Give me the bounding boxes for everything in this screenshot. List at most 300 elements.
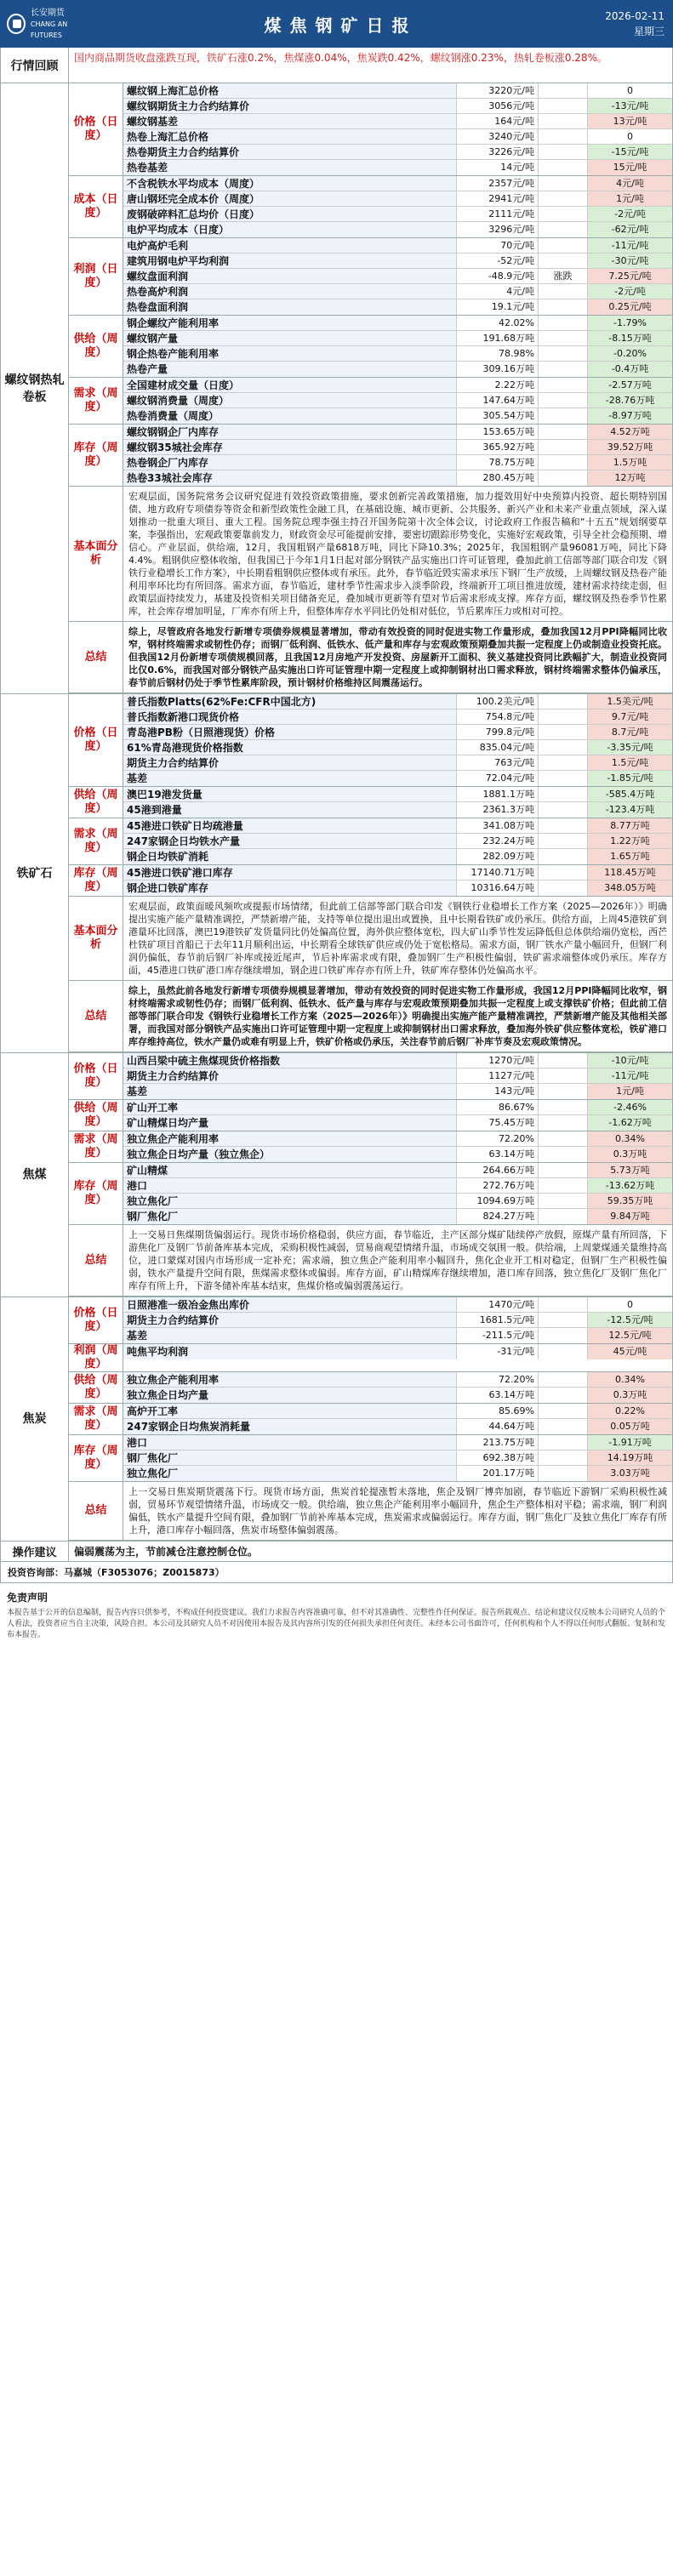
indicator-group <box>69 1435 672 1482</box>
table-row <box>123 818 672 834</box>
indicator-change: -28.76万吨 <box>587 393 672 407</box>
market-review <box>0 48 673 83</box>
indicator-change: -585.4万吨 <box>587 787 672 801</box>
indicator-group <box>69 1297 672 1344</box>
indicator-name: 螺纹盘面利润 <box>123 269 456 283</box>
group-label: 价格（日度） <box>69 1053 123 1099</box>
group-label: 供给（周度） <box>69 1100 123 1131</box>
table-row <box>123 1115 672 1131</box>
table-row <box>123 881 672 896</box>
table-row <box>123 1313 672 1328</box>
indicator-name: 基差 <box>123 771 456 786</box>
table-row <box>123 771 672 786</box>
indicator-value: 799.8元/吨 <box>456 725 538 739</box>
table-row <box>123 1178 672 1194</box>
change-tag <box>538 1178 587 1193</box>
indicator-change: 1.5元/吨 <box>587 755 672 770</box>
indicator-change: -0.20% <box>587 346 672 361</box>
table-row <box>123 1372 672 1388</box>
market-review-text: 国内商品期货收盘涨跌互现，铁矿石涨0.2%，焦煤涨0.04%，焦炭跌0.42%，螺纹钢涨0.23%，热轧卷板涨0.28%。 <box>74 52 607 64</box>
indicator-group <box>69 238 672 316</box>
table-row <box>123 362 672 377</box>
indicator-value: 341.08万吨 <box>456 818 538 833</box>
indicator-change: -3.35元/吨 <box>587 740 672 755</box>
indicator-change: 1.22万吨 <box>587 834 672 848</box>
indicator-change: -11元/吨 <box>587 1069 672 1083</box>
table-row <box>123 299 672 315</box>
table-row <box>123 755 672 771</box>
analysis-label: 总结 <box>69 1482 123 1540</box>
indicator-value: 201.17万吨 <box>456 1466 538 1481</box>
indicator-name: 澳巴19港发货量 <box>123 787 456 801</box>
indicator-name: 螺纹钢消费量（周度） <box>123 393 456 407</box>
group-label: 需求（周度） <box>69 1404 123 1434</box>
disclaimer-text: 本报告基于公开的信息编制，报告内容只供参考，不构成任何投资建议。我们力求报告内容准确可靠，但不对其准确性、完整性作任何保证。报告所载观点、结论和建议仅反映本公司研究人员的个人看法，投资者应当自主决策，风险自担。本公司及其研究人员不对因使用本报告及其内容所引发的任何损失承担任何责任。未经本公司书面许可，任何机构和个人不得以任何形式翻版、复制和发布本报告。 <box>7 1609 666 1639</box>
table-row <box>123 725 672 740</box>
change-tag <box>538 455 587 470</box>
indicator-change: 12.5元/吨 <box>587 1328 672 1343</box>
group-label: 需求（周度） <box>69 378 123 424</box>
table-row <box>123 114 672 129</box>
indicator-group <box>69 1100 672 1131</box>
indicator-value: 70元/吨 <box>456 238 538 253</box>
summary <box>69 622 672 693</box>
table-row <box>123 207 672 222</box>
report-date: 2026-02-11 <box>605 10 664 22</box>
report-title: 煤焦钢矿日报 <box>264 14 418 36</box>
indicator-name: 独立焦企产能利用率 <box>123 1131 456 1146</box>
indicator-value: 1094.69万吨 <box>456 1194 538 1208</box>
table-row <box>123 1435 672 1450</box>
indicator-value: -52元/吨 <box>456 254 538 268</box>
indicator-change: 5.73万吨 <box>587 1163 672 1177</box>
indicator-change: 0 <box>587 1297 672 1312</box>
change-tag <box>538 1100 587 1114</box>
indicator-change: -62元/吨 <box>587 222 672 237</box>
change-tag <box>538 1466 587 1481</box>
change-tag <box>538 1344 587 1359</box>
analysis-text: 宏观层面，国务院常务会议研究促进有效投资政策措施，要求创新完善政策措施，加力提效用好中央预算内投资、超长期特别国债、地方政府专项债券等资金和新型政策性金融工具，在基础设施、城市更新、公共服务、新兴产业和未来产业重点领域，深入谋划推动一批重大项目、重大工程。国务院总理李强主持召开国务院第十次全体会议，讨论政府工作报告稿和“十五五”规划纲要草案，李强指出，宏观政策要靠前发力，财政资金尽可能提前安排，要密切跟踪形势变化，实施好宏观政策，引导全社会稳预期、增信心。产业层面，供给端，12月，我国粗钢产量6818万吨，同比下降10.3%；2025年，我国粗钢产量96081万吨，同比下降4.4%。粗钢供应整体收缩，但我国已于今年1月1日起对部分钢铁产品实施出口许可证管理，叠加此前工信部等部门联合印发《钢铁行业稳增长工作方案》，中长期看粗钢供应整体或有承压。此外，春节临近毁实需求承压下钢厂生产放缓，上周螺纹钢及热卷产能利用率环比均有所回落。需求方面，春节临近，建材季节性需求步入淡季阶段，终端新开工项目推进放缓，建材需求持续走弱，但政策层面持续发力，基建及投资相关项目储备充足，叠加城市更新等有望对节后需求形成支撑。库存方面，螺纹钢及热卷季节性累库，社会库存增加明显，厂库亦有所上升，但整体库存水平同比仍处相对低位，节后累库压力或相对可控。 <box>128 491 667 617</box>
indicator-value: 72.04元/吨 <box>456 771 538 786</box>
indicator-value: -31元/吨 <box>456 1344 538 1359</box>
change-tag: 涨跌 <box>538 269 587 283</box>
indicator-change: -8.15万吨 <box>587 331 672 345</box>
indicator-value: 147.64万吨 <box>456 393 538 407</box>
indicator-change: -11元/吨 <box>587 238 672 253</box>
group-label: 库存（周度） <box>69 1163 123 1224</box>
table-row <box>123 1466 672 1481</box>
section-label: 焦煤 <box>1 1053 69 1297</box>
group-label: 供给（周度） <box>69 316 123 377</box>
indicator-change: 0.22% <box>587 1404 672 1418</box>
indicator-name: 45港进口铁矿港口库存 <box>123 865 456 880</box>
group-label: 利润（日度） <box>69 238 123 315</box>
indicator-change: 1元/吨 <box>587 191 672 206</box>
table-row <box>123 1069 672 1084</box>
indicator-value: 365.92万吨 <box>456 440 538 454</box>
indicator-name: 独立焦化厂 <box>123 1194 456 1208</box>
indicator-name: 热卷上海汇总价格 <box>123 129 456 144</box>
table-row <box>123 802 672 818</box>
analysis-label: 总结 <box>69 1225 123 1296</box>
indicator-name: 矿山精煤日均产量 <box>123 1115 456 1131</box>
change-tag <box>538 378 587 392</box>
indicator-change: 118.45万吨 <box>587 865 672 880</box>
summary-label: 总结 <box>69 622 123 692</box>
indicator-name: 期货主力合约结算价 <box>123 755 456 770</box>
change-tag <box>538 1053 587 1068</box>
change-tag <box>538 362 587 377</box>
indicator-value: 264.66万吨 <box>456 1163 538 1177</box>
indicator-value: 78.75万吨 <box>456 455 538 470</box>
indicator-value: 763元/吨 <box>456 755 538 770</box>
indicator-value: 153.65万吨 <box>456 425 538 439</box>
indicator-name: 普氏指数Platts(62%Fe:CFR中国北方) <box>123 694 456 709</box>
change-tag <box>538 425 587 439</box>
table-row <box>123 393 672 408</box>
change-tag <box>538 470 587 486</box>
table-row <box>123 99 672 114</box>
summary-text: 综上，尽管政府各地发行新增专项债券规模显著增加，带动有效投资的同时促进实物工作量形成，叠加我国12月PPI降幅同比收窄，钢材终端需求或韧性仍存；而钢厂低利润、低铁水、低产量和库存与宏观政策预期叠加共振一定程度上仍或制造业投资托底。但我国12月份新增专项债规模回落，且我国12月房地产开发投资、房屋新开工面积、狭义基建投资同比跌幅扩大，制造业投资同比仅0.6%，而我国对部分钢铁产品实施出口许可证管理中期一定程度上或抑制钢材出口需求释放，钢材终端需求整体仍偏承压，春节前后钢材仍处于季节性累库阶段，预计钢材价格维持区间震荡运行。 <box>128 626 667 688</box>
indicator-group <box>69 1131 672 1163</box>
summary-label: 总结 <box>69 981 123 1051</box>
indicator-value: 78.98% <box>456 346 538 361</box>
table-row <box>123 425 672 440</box>
table-row <box>123 455 672 470</box>
change-tag <box>538 238 587 253</box>
indicator-change: -13.62万吨 <box>587 1178 672 1193</box>
indicator-name: 不含税铁水平均成本（周度） <box>123 176 456 191</box>
indicator-value: 42.02% <box>456 316 538 330</box>
indicator-name: 热卷33城社会库存 <box>123 470 456 486</box>
indicator-change: 8.7元/吨 <box>587 725 672 739</box>
indicator-name: 基差 <box>123 1084 456 1099</box>
change-tag <box>538 393 587 407</box>
indicator-value: 2941元/吨 <box>456 191 538 206</box>
indicator-group <box>69 865 672 897</box>
table-row <box>123 254 672 269</box>
table-row <box>123 1388 672 1403</box>
change-tag <box>538 771 587 786</box>
section-label: 铁矿石 <box>1 694 69 1052</box>
table-row <box>123 222 672 237</box>
change-tag <box>538 440 587 454</box>
table-row <box>123 787 672 802</box>
indicator-change: 3.03万吨 <box>587 1466 672 1481</box>
indicator-value: 280.45万吨 <box>456 470 538 486</box>
change-tag <box>538 408 587 424</box>
table-row <box>123 408 672 424</box>
indicator-change: 1.65万吨 <box>587 849 672 864</box>
analysis-text: 宏观层面，政策面暖风频吹或提振市场情绪，但此前工信部等部门联合印发《钢铁行业稳增长工作方案（2025—2026年）》明确提出实施产能产量精准调控，严禁新增产能，支持等单位提出退出或置换，且中长期看铁矿或仍承压。供给方面，上周45港铁矿到港量环比回落，澳巴19港铁矿发货量同比仍处偏高位置，海外供应整体宽松，四大矿山季节性发运降低但总体供给端仍宽松，西芒杜铁矿项目首船已于去年11月顺利出运，中长期看全球铁矿供应或仍处于宽松格局。需求方面，钢厂铁水产量小幅回升，但钢厂利润仍偏低，春节前后钢厂补库或接近尾声，节后补库需求或有限，叠加钢厂生产积极性偏弱，铁矿需求端整体或仍承压。库存方面，45港进口铁矿港口库存继续增加，钢企进口铁矿库存亦有所上升，铁矿库存整体仍处偏高水平。 <box>128 901 667 976</box>
change-tag <box>538 1435 587 1450</box>
change-tag <box>538 1450 587 1465</box>
indicator-change: 0.05万吨 <box>587 1419 672 1434</box>
indicator-change: 1元/吨 <box>587 1084 672 1099</box>
indicator-value: 75.45万吨 <box>456 1115 538 1131</box>
change-tag <box>538 1404 587 1418</box>
analysis <box>69 897 672 981</box>
change-tag <box>538 222 587 237</box>
analysis <box>69 1225 672 1297</box>
indicator-change: 9.84万吨 <box>587 1209 672 1224</box>
indicator-change: 0.3万吨 <box>587 1388 672 1403</box>
change-tag <box>538 710 587 724</box>
indicator-value: 824.27万吨 <box>456 1209 538 1224</box>
indicator-value: 10316.64万吨 <box>456 881 538 896</box>
change-tag <box>538 346 587 361</box>
change-tag <box>538 145 587 159</box>
indicator-value: 44.64万吨 <box>456 1419 538 1434</box>
indicator-name: 螺纹钢基差 <box>123 114 456 128</box>
group-label: 供给（周度） <box>69 1372 123 1403</box>
indicator-change: -1.79% <box>587 316 672 330</box>
indicator-value: 164元/吨 <box>456 114 538 128</box>
operation-advice-label: 操作建议 <box>1 1542 69 1561</box>
analysis <box>69 1482 672 1541</box>
change-tag <box>538 254 587 268</box>
table-row <box>123 1419 672 1434</box>
indicator-value: 2.22万吨 <box>456 378 538 392</box>
indicator-value: 2361.3万吨 <box>456 802 538 818</box>
indicator-name: 青岛港PB粉（日照港现货）价格 <box>123 725 456 739</box>
indicator-change: -2元/吨 <box>587 207 672 221</box>
table-row <box>123 834 672 849</box>
table-row <box>123 740 672 755</box>
indicator-value: -48.9元/吨 <box>456 269 538 283</box>
indicator-change: 1.5美元/吨 <box>587 694 672 709</box>
indicator-name: 独立焦企日均产量 <box>123 1388 456 1403</box>
indicator-name: 螺纹钢钢企厂内库存 <box>123 425 456 439</box>
indicator-change: -10元/吨 <box>587 1053 672 1068</box>
change-tag <box>538 1163 587 1177</box>
change-tag <box>538 1147 587 1162</box>
change-tag <box>538 1328 587 1343</box>
indicator-change: 45元/吨 <box>587 1344 672 1359</box>
indicator-change: 4元/吨 <box>587 176 672 191</box>
indicator-value: 72.20% <box>456 1372 538 1387</box>
group-label: 库存（周度） <box>69 1435 123 1481</box>
indicator-value: 14元/吨 <box>456 160 538 175</box>
indicator-name: 螺纹钢期货主力合约结算价 <box>123 99 456 113</box>
change-tag <box>538 207 587 221</box>
indicator-change: -2.46% <box>587 1100 672 1114</box>
indicator-group <box>69 316 672 378</box>
indicator-name: 独立焦化厂 <box>123 1466 456 1481</box>
indicator-change: 348.05万吨 <box>587 881 672 896</box>
indicator-name: 港口 <box>123 1178 456 1193</box>
indicator-value: -211.5元/吨 <box>456 1328 538 1343</box>
indicator-change: 0.34% <box>587 1372 672 1387</box>
table-row <box>123 238 672 254</box>
indicator-change: 7.25元/吨 <box>587 269 672 283</box>
change-tag <box>538 787 587 801</box>
change-tag <box>538 129 587 144</box>
indicator-name: 45港到港量 <box>123 802 456 818</box>
section-coal <box>0 1053 673 1297</box>
indicator-name: 45港进口铁矿日均疏港量 <box>123 818 456 833</box>
indicator-value: 309.16万吨 <box>456 362 538 377</box>
change-tag <box>538 802 587 818</box>
table-row <box>123 1209 672 1224</box>
indicator-change: 12万吨 <box>587 470 672 486</box>
change-tag <box>538 1131 587 1146</box>
table-row <box>123 160 672 175</box>
indicator-name: 日照港准一级冶金焦出库价 <box>123 1297 456 1312</box>
analysis-label: 基本面分析 <box>69 487 123 621</box>
indicator-name: 高炉开工率 <box>123 1404 456 1418</box>
indicator-change: -30元/吨 <box>587 254 672 268</box>
change-tag <box>538 1313 587 1327</box>
table-row <box>123 1084 672 1099</box>
indicator-name: 热卷高炉利润 <box>123 284 456 299</box>
table-row <box>123 83 672 99</box>
indicator-group <box>69 787 672 818</box>
section-iron <box>0 694 673 1053</box>
logo-en: CHANG AN FUTURES <box>30 20 68 39</box>
indicator-name: 全国建材成交量（日度） <box>123 378 456 392</box>
change-tag <box>538 881 587 896</box>
indicator-name: 热卷产量 <box>123 362 456 377</box>
indicator-group <box>69 694 672 787</box>
indicator-value: 1881.1万吨 <box>456 787 538 801</box>
change-tag <box>538 1419 587 1434</box>
group-label: 成本（日度） <box>69 176 123 237</box>
indicator-name: 钢企日均铁矿消耗 <box>123 849 456 864</box>
indicator-name: 247家钢企日均焦炭消耗量 <box>123 1419 456 1434</box>
change-tag <box>538 1069 587 1083</box>
indicator-value: 3220元/吨 <box>456 83 538 98</box>
indicator-value: 4元/吨 <box>456 284 538 299</box>
indicator-value: 3226元/吨 <box>456 145 538 159</box>
change-tag <box>538 849 587 864</box>
analysis-text: 上一交易日焦炭期货震荡下行。现货市场方面，焦炭首轮提涨暂未落地，焦企及钢厂博弈加剧，春节临近下游钢厂采购积极性减弱，贸易环节观望情绪升温，市场成交一般。供给端，独立焦企产能利用率小幅回升，焦企生产整体相对平稳；需求端，钢厂利润偏低，铁水产量提升空间有限，叠加钢厂节前补库基本完成，焦炭需求或偏弱运行。库存方面，钢厂焦化厂及独立焦化厂库存有所上升，港口库存小幅回落，焦炭市场整体偏弱震荡。 <box>128 1486 667 1536</box>
indicator-value: 1681.5元/吨 <box>456 1313 538 1327</box>
indicator-change: 4.52万吨 <box>587 425 672 439</box>
group-label: 供给（周度） <box>69 787 123 818</box>
indicator-change: 0 <box>587 129 672 144</box>
table-row <box>123 145 672 160</box>
table-row <box>123 694 672 710</box>
indicator-name: 螺纹钢产量 <box>123 331 456 345</box>
indicator-value: 191.68万吨 <box>456 331 538 345</box>
summary <box>69 981 672 1052</box>
indicator-change: -0.4万吨 <box>587 362 672 377</box>
indicator-value: 1127元/吨 <box>456 1069 538 1083</box>
table-row <box>123 269 672 284</box>
table-row <box>123 191 672 207</box>
indicator-value: 63.14万吨 <box>456 1147 538 1162</box>
table-row <box>123 176 672 191</box>
indicator-name: 螺纹钢35城社会库存 <box>123 440 456 454</box>
indicator-name: 唐山钢坯完全成本价（周度） <box>123 191 456 206</box>
indicator-name: 热卷盘面利润 <box>123 299 456 315</box>
indicator-change: 39.52万吨 <box>587 440 672 454</box>
table-row <box>123 1100 672 1115</box>
indicator-value: 2111元/吨 <box>456 207 538 221</box>
indicator-value: 85.69% <box>456 1404 538 1418</box>
indicator-change: 15元/吨 <box>587 160 672 175</box>
indicator-value: 272.76万吨 <box>456 1178 538 1193</box>
indicator-value: 282.09万吨 <box>456 849 538 864</box>
indicator-group <box>69 425 672 487</box>
change-tag <box>538 1115 587 1131</box>
indicator-change: 9.7元/吨 <box>587 710 672 724</box>
indicator-name: 钢厂焦化厂 <box>123 1209 456 1224</box>
table-row <box>123 1297 672 1313</box>
indicator-name: 热卷消费量（周度） <box>123 408 456 424</box>
operation-advice <box>0 1542 673 1562</box>
indicator-name: 电炉高炉毛利 <box>123 238 456 253</box>
table-row <box>123 284 672 299</box>
indicator-name: 废钢破碎料汇总均价（日度） <box>123 207 456 221</box>
indicator-value: 3240元/吨 <box>456 129 538 144</box>
change-tag <box>538 316 587 330</box>
change-tag <box>538 834 587 848</box>
indicator-change: 0.34% <box>587 1131 672 1146</box>
indicator-change: -2.57万吨 <box>587 378 672 392</box>
indicator-change: 59.35万吨 <box>587 1194 672 1208</box>
indicator-change: -2元/吨 <box>587 284 672 299</box>
change-tag <box>538 694 587 709</box>
indicator-name: 独立焦企日均产量（独立焦企） <box>123 1147 456 1162</box>
indicator-value: 754.8元/吨 <box>456 710 538 724</box>
indicator-name: 矿山开工率 <box>123 1100 456 1114</box>
indicator-value: 143元/吨 <box>456 1084 538 1099</box>
table-row <box>123 1404 672 1419</box>
change-tag <box>538 284 587 299</box>
group-label: 价格（日度） <box>69 694 123 786</box>
market-review-label: 行情回顾 <box>1 48 69 83</box>
change-tag <box>538 331 587 345</box>
indicator-name: 期货主力合约结算价 <box>123 1069 456 1083</box>
logo-cn: 长安期货 <box>30 8 65 18</box>
indicator-change: 0.25元/吨 <box>587 299 672 315</box>
indicator-name: 基差 <box>123 1328 456 1343</box>
section-label: 螺纹钢热轧卷板 <box>1 83 69 693</box>
indicator-change: 14.19万吨 <box>587 1450 672 1465</box>
indicator-name: 钢厂焦化厂 <box>123 1450 456 1465</box>
section-rebar <box>0 83 673 694</box>
analysis-text: 上一交易日焦煤期货偏弱运行。现货市场价格稳弱，供应方面，春节临近，主产区部分煤矿陆续停产放假，原煤产量有所回落，下游焦化厂及钢厂节前备库基本完成，采购积极性减弱，贸易商观望情绪升温，市场成交氛围一般。供给端，上周蒙煤通关量维持高位，进口蒙煤对国内市场形成一定补充；需求端，独立焦企产能利用率小幅回升，焦化企业开工相对稳定，但钢厂生产积极性偏弱，铁水产量提升空间有限，焦煤需求整体或偏弱。库存方面，矿山精煤库存继续增加，港口库存回落，独立焦化厂及钢厂焦化厂库存有所上升，下游冬储补库基本结束，焦煤价格或偏弱震荡运行。 <box>128 1229 667 1291</box>
indicator-change: 13元/吨 <box>587 114 672 128</box>
indicator-change: -1.91万吨 <box>587 1435 672 1450</box>
change-tag <box>538 1388 587 1403</box>
report-weekday: 星期三 <box>633 26 664 37</box>
indicator-group <box>69 818 672 865</box>
indicator-name: 吨焦平均利润 <box>123 1344 456 1359</box>
table-row <box>123 1194 672 1209</box>
table-row <box>123 346 672 362</box>
indicator-name: 山西吕梁中硫主焦煤现货价格指数 <box>123 1053 456 1068</box>
indicator-name: 建筑用钢电炉平均利润 <box>123 254 456 268</box>
indicator-change: -8.97万吨 <box>587 408 672 424</box>
section-label: 焦炭 <box>1 1297 69 1541</box>
indicator-value: 3056元/吨 <box>456 99 538 113</box>
indicator-change: -15元/吨 <box>587 145 672 159</box>
indicator-name: 钢企进口铁矿库存 <box>123 881 456 896</box>
indicator-name: 热卷基差 <box>123 160 456 175</box>
change-tag <box>538 755 587 770</box>
indicator-value: 835.04元/吨 <box>456 740 538 755</box>
change-tag <box>538 1194 587 1208</box>
change-tag <box>538 83 587 98</box>
indicator-name: 期货主力合约结算价 <box>123 1313 456 1327</box>
indicator-group <box>69 1372 672 1404</box>
table-row <box>123 129 672 145</box>
change-tag <box>538 818 587 833</box>
indicator-value: 692.38万吨 <box>456 1450 538 1465</box>
